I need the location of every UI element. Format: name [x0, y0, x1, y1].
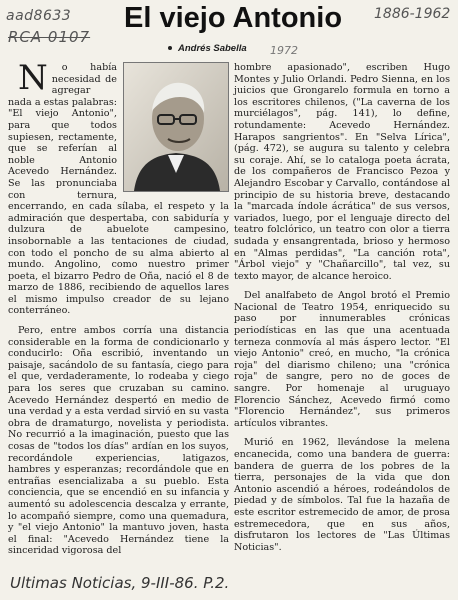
paragraph-1-text: o había necesidad de agregar nada a estas palabras: "El viejo Antonio", para que todos supiesen, rectamente, que se referían al noble Antonio Acevedo Hernández. Se las pronunciaba con ternura, encerrando, en cada sílaba, el respeto y la admiración que despertaba, con sabiduría y dulzura de abuelote campesino, insobornable a las tentaciones de ciudad, con todo el poncho de su alma abierto al mundo. Angolino, como nuestro primer poeta, el bizarro Pedro de Oña, nació el 8 de marzo de 1886, recibiendo de aquellos lares el mismo impulso creador de su lejano conterráneo. — [8, 62, 229, 317]
handwritten-source-note: Ultimas Noticias, 9-III-86. P.2. — [10, 574, 230, 592]
portrait-image — [124, 63, 228, 191]
paragraph-5: Murió en 1962, llevándose la melena encanecida, como una bandera de guerra: bandera de guerra de los pobres de la tierra, personajes de la vida que don Antonio ascendió a héroes, rodeándolos de piedad y de símbolos. Tal fue la hazaña de este escritor estremecido de amor, de prosa estremecedora, que en sus años, disfrutaron los lectores de "Las Últimas Noticias". — [234, 437, 450, 553]
author-portrait — [123, 62, 229, 192]
author-name: Andrés Sabella — [178, 43, 247, 54]
right-column — [234, 62, 450, 561]
handwritten-small-year: 1972 — [270, 44, 298, 57]
paragraph-4: Del analfabeto de Angol brotó el Premio Nacional de Teatro 1954, enriquecido su paso por innumerables crónicas periodísticas en las que una acentuada terneza conmovía al más áspero lector. "El viejo Antonio" creó, en mucho, "la crónica roja" del diarismo chileno; una "crónica roja" de sangre, pero no de goces de sangre. Por homenaje al uruguayo Florencio Sánchez, Acevedo firmó como "Florencio Hernández", sus primeros artículos vibrantes. — [234, 290, 450, 429]
paragraph-3: hombre apasionado", escriben Hugo Montes y Julio Orlandi. Pedro Sienna, en los juicios que Grongarelo formula en torno a los escritores chilenos, ("La caverna de los murciélagos", pág. 141), lo define, rotundamente: Acevedo Hernández. Harapos sangrientos". En "Selva Lírica", (pág. 472), se augura su talento y celebra su coraje. Ahí, se lo cataloga poeta ácrata, de los compañeros de Francisco Pezoa y Alejandro Escobar y Carvallo, contándose al principio de su historia breve, destacando la "marcada índole ácrática" de sus versos, variados, luego, por el lenguaje directo del teatro folclórico, un teatro con olor a tierra sudada y ensangrentada, brioso y hermoso en "Almas perdidas", "La canción rota", "Árbol viejo" y "Chañarcillo", tal vez, su texto mayor, de alcance heroico. — [234, 62, 450, 282]
handwritten-catalog-code: RCA 0107 — [8, 28, 91, 46]
bullet-icon — [168, 46, 172, 50]
article-title: El viejo Antonio — [124, 2, 343, 34]
drop-cap: N — [18, 58, 48, 98]
handwritten-archive-code: aad8633 — [6, 8, 72, 24]
paragraph-2: Pero, entre ambos corría una distancia considerable en la forma de condicionarlo y conducirlo: Oña escribió, inventando un paisaje, sacándolo de su fantasía, ciego para el que, verdaderamente, lo rodeaba y ciego para los seres que cruzaban su camino. Acevedo Hernández despertó en medio de una verdad y a esta verdad sirvió en su vasta obra de dramaturgo, novelista y periodista. No recurrió a la imaginación, puesto que las cosas de "todos los días" ardían en los suyos, recordándole experiencias, latigazos, hambres y esperanzas; recordándole que en entrañas esencializaba a su pueblo. Esta conciencia, que se encendió en su infancia y aumentó su adolescencia descalza y errante, lo acompañó siempre, como una quemadura, y "el viejo Antonio" la mantuvo joven, hasta el final: "Acevedo Hernández tiene la sinceridad vigorosa del — [8, 325, 229, 557]
handwritten-years: 1886-1962 — [374, 6, 451, 22]
article-byline — [168, 43, 247, 54]
left-column — [8, 58, 229, 565]
